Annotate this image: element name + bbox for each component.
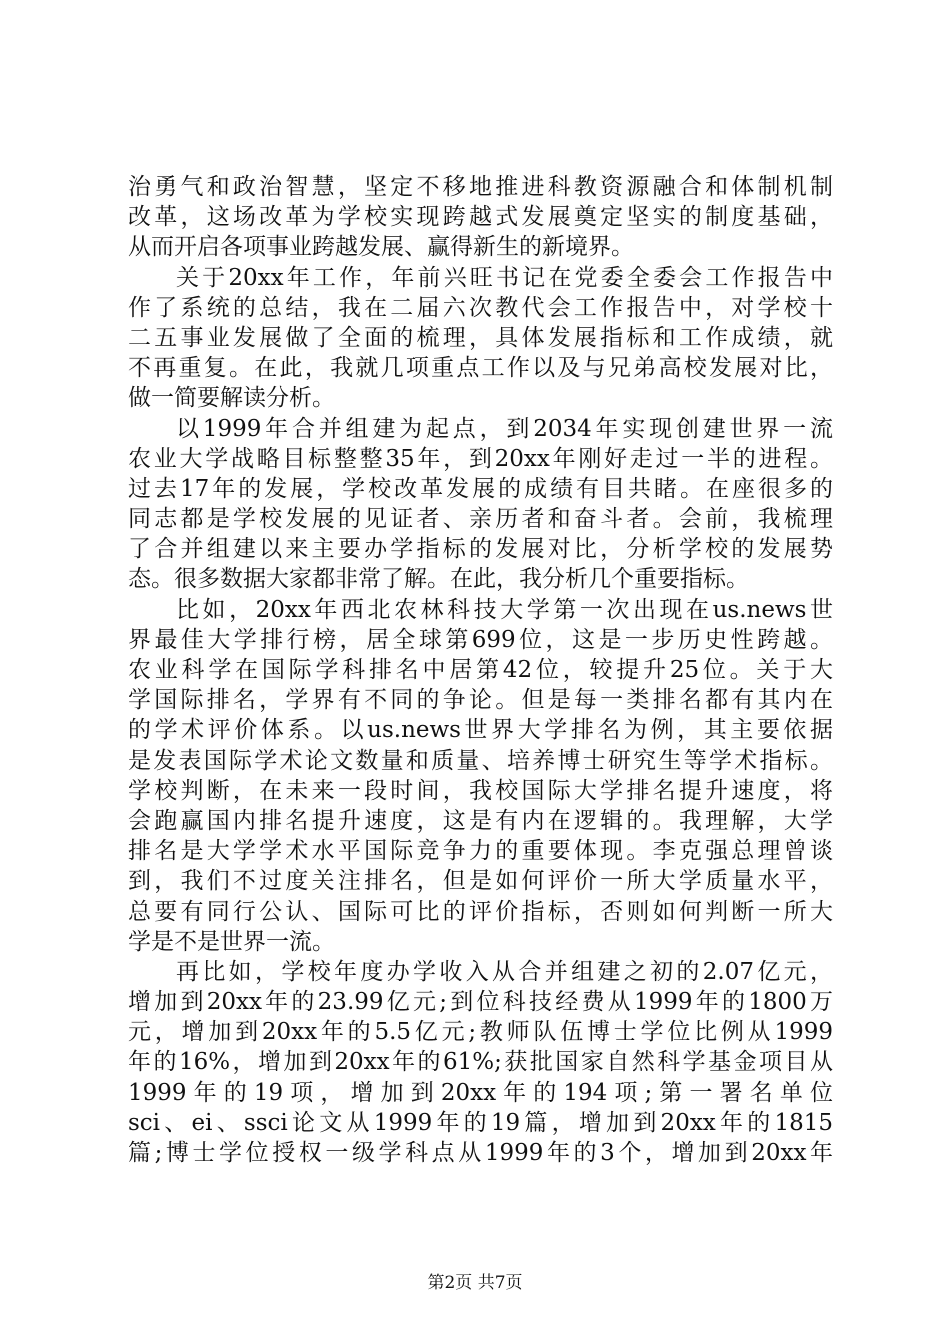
paragraph-line: 篇;博士学位授权一级学科点从1999年的3个，增加到20xx年 — [128, 1140, 833, 1166]
paragraph-line: sci、ei、ssci论文从1999年的19篇，增加到20xx年的1815 — [128, 1109, 833, 1136]
paragraph-line: 作了系统的总结，我在二届六次教代会工作报告中，对学校十 — [128, 294, 833, 321]
paragraph-line: 不再重复。在此，我就几项重点工作以及与兄弟高校发展对比， — [128, 355, 833, 382]
paragraph-line: 学是不是世界一流。 — [128, 928, 335, 955]
paragraph-line: 改革，这场改革为学校实现跨越式发展奠定坚实的制度基础， — [128, 204, 833, 231]
paragraph-line: 1999年的19项，增加到20xx年的194项;第一署名单位 — [128, 1079, 833, 1106]
paragraph-line: 同志都是学校发展的见证者、亲历者和奋斗者。会前，我梳理 — [128, 506, 833, 533]
paragraph-line: 态。很多数据大家都非常了解。在此，我分析几个重要指标。 — [128, 566, 749, 593]
paragraph-line: 关于20xx年工作，年前兴旺书记在党委全委会工作报告中 — [176, 264, 833, 291]
paragraph-line: 了合并组建以来主要办学指标的发展对比，分析学校的发展势 — [128, 536, 833, 563]
paragraph-line: 学国际排名，学界有不同的争论。但是每一类排名都有其内在 — [128, 687, 833, 714]
paragraph-line: 比如，20xx年西北农林科技大学第一次出现在us.news世 — [176, 596, 833, 623]
document-body — [128, 172, 833, 1168]
paragraph-line: 二五事业发展做了全面的梳理，具体发展指标和工作成绩，就 — [128, 324, 833, 351]
paragraph-line: 农业大学战略目标整整35年，到20xx年刚好走过一半的进程。 — [128, 445, 833, 472]
paragraph — [128, 414, 833, 595]
paragraph-line: 以1999年合并组建为起点，到2034年实现创建世界一流 — [176, 415, 833, 442]
paragraph-line: 的学术评价体系。以us.news世界大学排名为例，其主要依据 — [128, 717, 833, 744]
paragraph-line: 农业科学在国际学科排名中居第42位，较提升25位。关于大 — [128, 657, 833, 683]
paragraph-line: 到，我们不过度关注排名，但是如何评价一所大学质量水平， — [128, 868, 833, 895]
page-footer: 第2页 共7页 — [427, 1273, 523, 1293]
paragraph-line: 从而开启各项事业跨越发展、赢得新生的新境界。 — [128, 234, 634, 261]
paragraph-line: 会跑赢国内排名提升速度，这是有内在逻辑的。我理解，大学 — [128, 807, 833, 834]
paragraph — [128, 957, 833, 1168]
paragraph-line: 年的16%，增加到20xx年的61%;获批国家自然科学基金项目从 — [128, 1049, 833, 1076]
paragraph — [128, 172, 833, 263]
paragraph-line: 元，增加到20xx年的5.5亿元;教师队伍博士学位比例从1999 — [128, 1019, 833, 1046]
paragraph-line: 治勇气和政治智慧，坚定不移地推进科教资源融合和体制机制 — [128, 174, 833, 200]
paragraph-line: 做一简要解读分析。 — [128, 385, 335, 412]
paragraph-line: 总要有同行公认、国际可比的评价指标，否则如何判断一所大 — [128, 898, 833, 925]
paragraph-line: 学校判断，在未来一段时间，我校国际大学排名提升速度，将 — [128, 777, 833, 804]
paragraph-line: 是发表国际学术论文数量和质量、培养博士研究生等学术指标。 — [128, 747, 833, 774]
paragraph-line: 排名是大学学术水平国际竞争力的重要体现。李克强总理曾谈 — [128, 838, 833, 865]
paragraph-line: 再比如，学校年度办学收入从合并组建之初的2.07亿元， — [176, 958, 833, 985]
paragraph-line: 过去17年的发展，学校改革发展的成绩有目共睹。在座很多的 — [128, 475, 833, 502]
paragraph-line: 界最佳大学排行榜，居全球第699位，这是一步历史性跨越。 — [128, 626, 833, 653]
paragraph-line: 增加到20xx年的23.99亿元;到位科技经费从1999年的1800万 — [128, 989, 833, 1016]
paragraph — [128, 263, 833, 414]
paragraph — [128, 595, 833, 957]
